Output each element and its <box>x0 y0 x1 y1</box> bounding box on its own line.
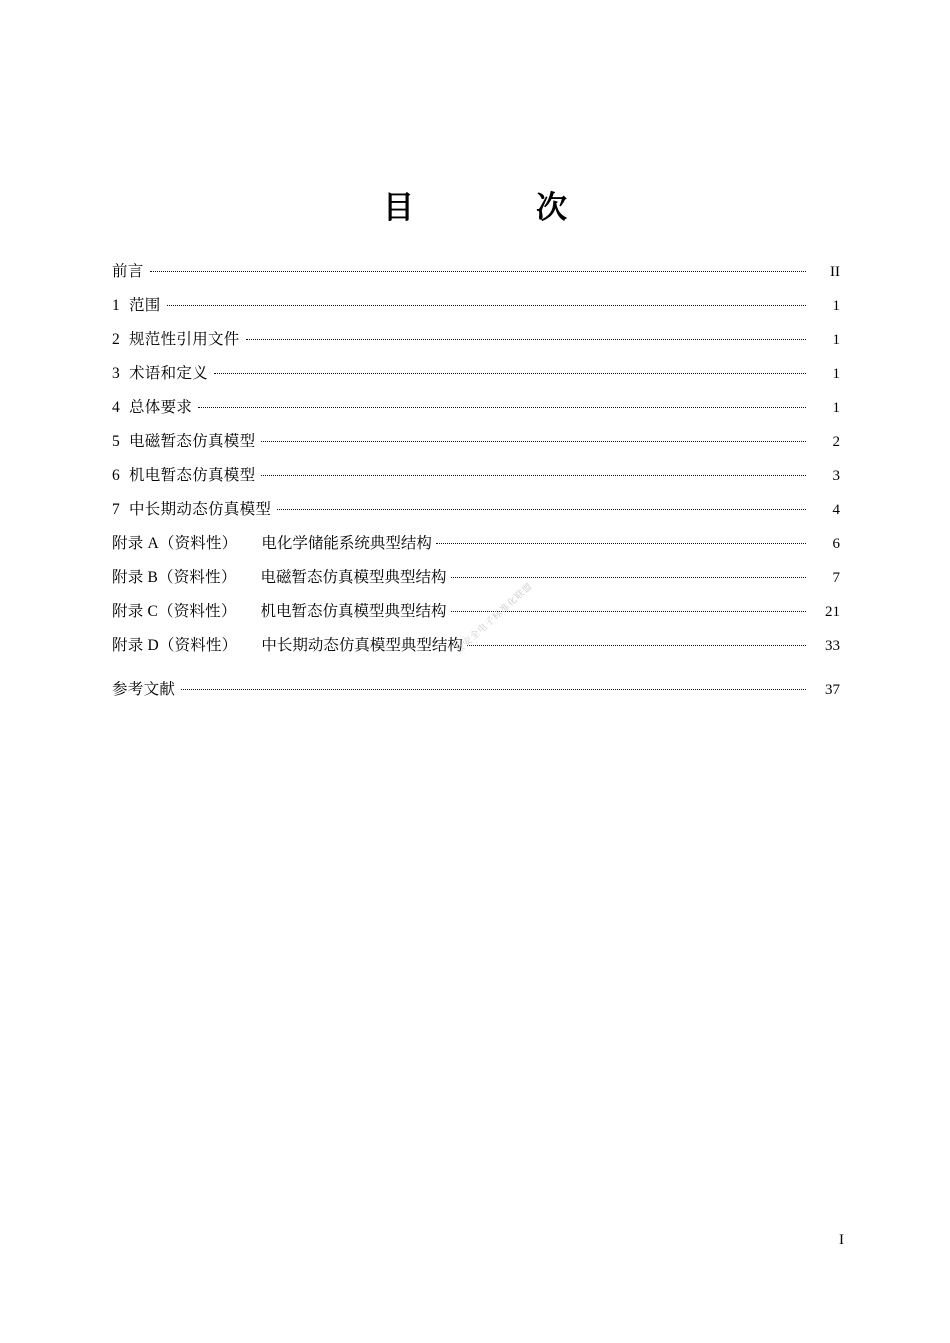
toc-entry-preface[interactable] <box>112 255 840 289</box>
toc-entry-label: 附录 C（资料性） <box>112 603 237 620</box>
watermark-text: 公安全电子标准化联盟 <box>453 580 535 655</box>
toc-entry-page: 33 <box>825 638 840 654</box>
toc-entry-label: 总体要求 <box>129 399 193 416</box>
toc-leader <box>167 295 806 311</box>
toc-entry-label: 规范性引用文件 <box>129 331 240 348</box>
toc-entry-page: 1 <box>832 332 840 348</box>
toc-entry-page: 6 <box>832 536 840 552</box>
toc-entry-page: 37 <box>825 682 840 698</box>
toc-entry-title: 中长期动态仿真模型典型结构 <box>261 637 463 654</box>
toc-entry-page: 1 <box>832 298 840 314</box>
toc-leader <box>436 533 806 549</box>
toc-entry-page: 4 <box>832 502 840 518</box>
toc-entry-label: 术语和定义 <box>129 365 209 382</box>
toc-entry-label: 范围 <box>129 297 161 314</box>
toc-entry-page: II <box>830 264 840 280</box>
toc-leader <box>261 431 806 447</box>
toc-entry-medium-long-term-dynamic-model[interactable] <box>112 493 840 527</box>
toc-leader <box>277 499 806 515</box>
toc-entry-label: 电磁暂态仿真模型 <box>129 433 256 450</box>
toc-entry-number: 5 <box>112 433 120 450</box>
toc-entry-label: 中长期动态仿真模型 <box>129 501 272 518</box>
toc-entry-normative-references[interactable] <box>112 323 840 357</box>
page-number: I <box>839 1232 844 1248</box>
toc-entry-number: 6 <box>112 467 120 484</box>
toc-entry-number: 3 <box>112 365 120 382</box>
toc-leader <box>181 679 806 695</box>
toc-leader <box>451 567 806 583</box>
toc-entry-number: 7 <box>112 501 120 518</box>
toc-entry-number: 4 <box>112 399 120 416</box>
toc-entry-appendix-a[interactable] <box>112 527 840 561</box>
page-title: 目 次 <box>383 190 587 225</box>
toc-entry-label: 附录 D（资料性） <box>112 637 238 654</box>
toc-entry-number: 2 <box>112 331 120 348</box>
toc-entry-terms-and-definitions[interactable] <box>112 357 840 391</box>
toc-entry-title: 电化学储能系统典型结构 <box>261 535 432 552</box>
toc-entry-electromechanical-transient-model[interactable] <box>112 459 840 493</box>
toc-entry-label: 附录 A（资料性） <box>112 535 238 552</box>
toc-entry-title: 机电暂态仿真模型典型结构 <box>260 603 447 620</box>
toc-leader <box>261 465 806 481</box>
toc-entry-page: 1 <box>832 400 840 416</box>
toc-leader <box>246 329 806 345</box>
toc-entry-page: 21 <box>825 604 840 620</box>
toc-entry-label: 参考文献 <box>112 681 176 698</box>
toc-leader <box>214 363 806 379</box>
toc-entry-general-requirements[interactable] <box>112 391 840 425</box>
toc-leader <box>198 397 806 413</box>
toc-entry-label: 前言 <box>112 263 144 280</box>
toc-entry-scope[interactable] <box>112 289 840 323</box>
toc-entry-page: 3 <box>832 468 840 484</box>
toc-entry-appendix-b[interactable] <box>112 561 840 595</box>
toc-leader <box>467 635 806 651</box>
toc-entry-number: 1 <box>112 297 120 314</box>
toc-entry-electromagnetic-transient-model[interactable] <box>112 425 840 459</box>
toc-entry-label: 机电暂态仿真模型 <box>129 467 256 484</box>
spacer <box>112 663 840 673</box>
toc-leader <box>150 261 806 277</box>
toc-entry-label: 附录 B（资料性） <box>112 569 237 586</box>
toc-entry-title: 电磁暂态仿真模型典型结构 <box>260 569 447 586</box>
toc-entry-bibliography[interactable] <box>112 673 840 707</box>
toc-entry-page: 1 <box>832 366 840 382</box>
toc-entry-page: 2 <box>832 434 840 450</box>
toc-entry-page: 7 <box>832 570 840 586</box>
